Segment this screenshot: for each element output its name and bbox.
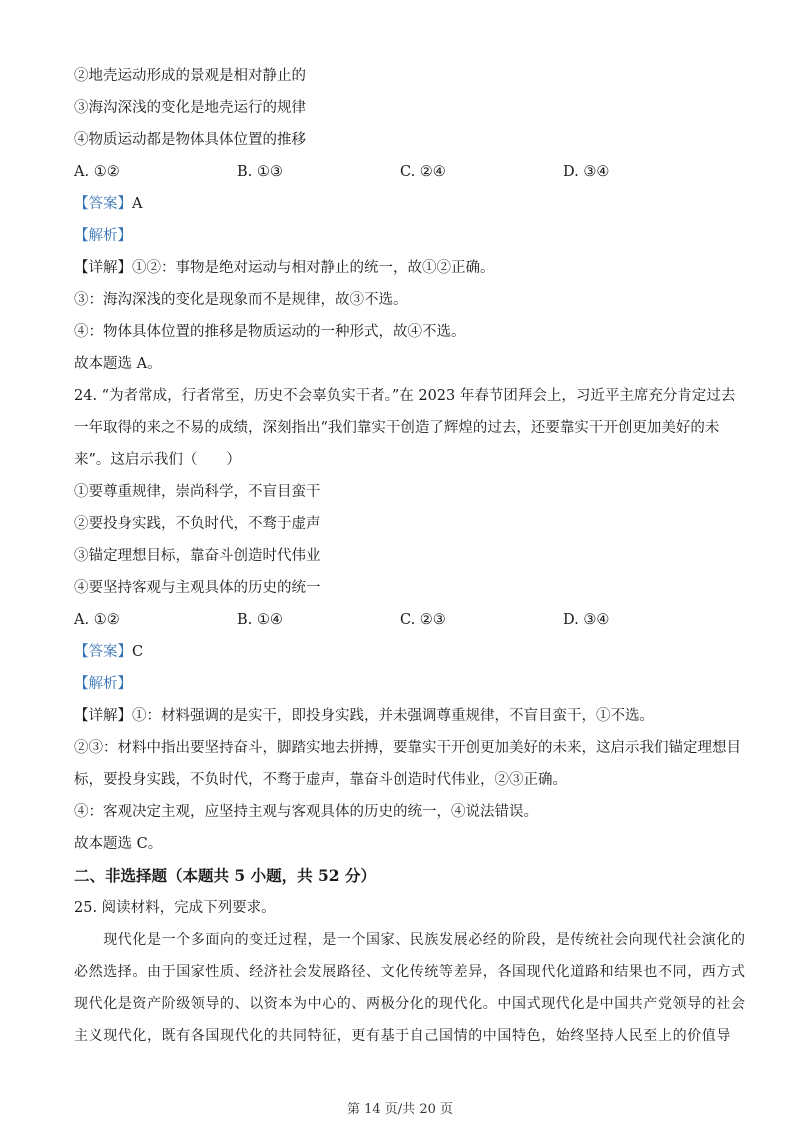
q23-option-a: A. ①② [74, 164, 120, 180]
q23-option-b: B. ①③ [237, 164, 283, 180]
q24-stem-1: 24. “为者常成，行者常至，历史不会辜负实干者。”在 2023 年春节团拜会上，习近平主席充分肯定过去 [74, 388, 736, 404]
detail-tag: 【详解】 [74, 708, 132, 724]
q23-item-4: ④物质运动都是物体具体位置的推移 [74, 132, 306, 148]
q23-answer [74, 194, 740, 214]
q25-material-1: 现代化是一个多面向的变迁过程，是一个国家、民族发展必经的阶段，是传统社会向现代社会演化的 [74, 932, 746, 948]
q23-options [74, 162, 740, 182]
q25-material-4: 主义现代化，既有各国现代化的共同特征，更有基于自己国情的中国特色，始终坚持人民至上的价值导 [74, 1028, 731, 1044]
detail-tag: 【详解】 [74, 260, 132, 276]
q23-detail-3: ④：物体具体位置的推移是物质运动的一种形式，故④不选。 [74, 324, 466, 340]
q23-conclusion: 故本题选 A。 [74, 356, 162, 372]
detail-text: ①②：事物是绝对运动与相对静止的统一，故①②正确。 [132, 260, 495, 276]
q24-option-c: C. ②③ [400, 612, 446, 628]
answer-value: A [132, 196, 143, 212]
q23-analysis-tag: 【解析】 [74, 228, 132, 244]
answer-tag: 【答案】 [74, 196, 132, 212]
q24-option-a: A. ①② [74, 612, 120, 628]
q24-stem-2: 一年取得的来之不易的成绩，深刻指出“我们靠实干创造了辉煌的过去，还要靠实干开创更加美好的未 [74, 420, 720, 436]
answer-value: C [132, 644, 144, 660]
detail-text: ①：材料强调的是实干，即投身实践，并未强调尊重规律，不盲目蛮干，①不选。 [132, 708, 654, 724]
q23-option-c: C. ②④ [400, 164, 446, 180]
q23-item-2: ②地壳运动形成的景观是相对静止的 [74, 68, 306, 84]
q24-detail-2: ②③：材料中指出要坚持奋斗，脚踏实地去拼搏，要靠实干开创更加美好的未来，这启示我们锚定理想目 [74, 740, 741, 756]
q24-answer [74, 642, 740, 662]
q24-stem-3: 来”。这启示我们（ ） [74, 452, 241, 468]
q24-options [74, 610, 740, 630]
answer-tag: 【答案】 [74, 644, 132, 660]
q23-option-d: D. ③④ [563, 164, 610, 180]
q24-item-4: ④要坚持客观与主观具体的历史的统一 [74, 580, 321, 596]
q24-conclusion: 故本题选 C。 [74, 836, 163, 852]
q24-detail-1 [74, 706, 740, 726]
q23-detail-2: ③：海沟深浅的变化是现象而不是规律，故③不选。 [74, 292, 408, 308]
q24-option-d: D. ③④ [563, 612, 610, 628]
q24-item-1: ①要尊重规律，崇尚科学，不盲目蛮干 [74, 484, 321, 500]
q24-detail-3: 标，要投身实践，不负时代，不骛于虚声，靠奋斗创造时代伟业，②③正确。 [74, 772, 567, 788]
section-heading: 二、非选择题（本题共 5 小题，共 52 分） [74, 866, 376, 885]
q23-detail-1 [74, 258, 740, 278]
q25-material-3: 现代化是资产阶级领导的、以资本为中心的、两极分化的现代化。中国式现代化是中国共产党领导的社会 [74, 996, 746, 1012]
q23-item-3: ③海沟深浅的变化是地壳运行的规律 [74, 100, 306, 116]
q24-analysis-tag: 【解析】 [74, 676, 132, 692]
q25-stem: 25. 阅读材料，完成下列要求。 [74, 900, 276, 916]
page-footer: 第 14 页/共 20 页 [347, 1102, 453, 1117]
q24-detail-4: ④：客观决定主观，应坚持主观与客观具体的历史的统一，④说法错误。 [74, 804, 538, 820]
q25-material-2: 必然选择。由于国家性质、经济社会发展路径、文化传统等差异，各国现代化道路和结果也不同，西方式 [74, 964, 746, 980]
q24-item-3: ③锚定理想目标，靠奋斗创造时代伟业 [74, 548, 321, 564]
q24-option-b: B. ①④ [237, 612, 283, 628]
q24-item-2: ②要投身实践，不负时代，不骛于虚声 [74, 516, 321, 532]
